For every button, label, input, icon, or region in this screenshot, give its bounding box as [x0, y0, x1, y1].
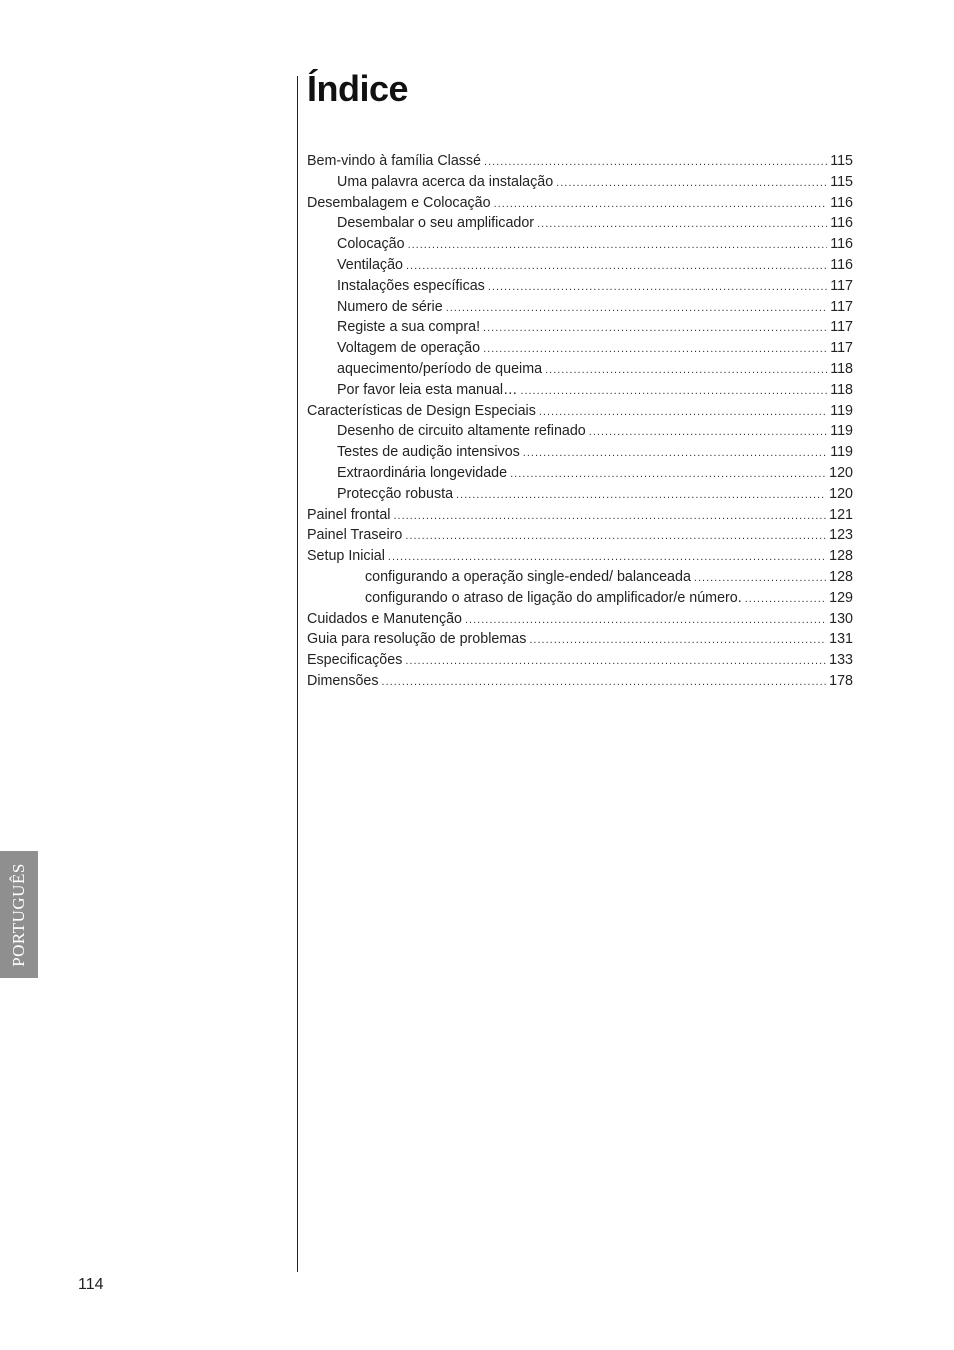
page-title: Índice: [307, 68, 409, 109]
toc-entry-label: Registe a sua compra!: [337, 319, 481, 336]
language-tab-label: PORTUGUÊS: [9, 862, 28, 967]
toc-entry-label: Desembalagem e Colocação: [307, 194, 491, 211]
toc-entry[interactable]: [307, 671, 853, 692]
toc-entry[interactable]: [307, 193, 853, 214]
toc-entry[interactable]: [307, 338, 853, 359]
page-number: 114: [78, 1276, 104, 1293]
toc-dot-leader: [488, 277, 827, 298]
toc-entry-label: Testes de audição intensivos: [337, 444, 520, 461]
vertical-divider: [297, 76, 298, 1272]
toc-entry-label: Instalações específicas: [337, 277, 485, 294]
toc-entry-page: 119: [830, 423, 853, 440]
toc-dot-leader: [446, 298, 828, 319]
toc-entry-label: Numero de série: [337, 298, 443, 315]
toc-entry-page: 119: [830, 444, 853, 461]
toc-dot-leader: [520, 381, 827, 402]
toc-dot-leader: [589, 422, 827, 443]
toc-entry[interactable]: [307, 505, 853, 526]
toc-dot-leader: [405, 651, 826, 672]
toc-entry-page: 116: [830, 236, 853, 253]
toc-entry-label: configurando a operação single-ended/ balanceada: [365, 568, 691, 585]
toc-entry-label: Por favor leia esta manual…: [337, 381, 518, 398]
toc-entry-label: Setup Inicial: [307, 548, 385, 565]
toc-dot-leader: [510, 464, 826, 485]
toc-entry-page: 131: [829, 631, 853, 648]
toc-entry-page: 120: [829, 464, 853, 481]
toc-entry[interactable]: [307, 546, 853, 567]
toc-entry-page: 116: [830, 194, 853, 211]
toc-entry-label: aquecimento/período de queima: [337, 360, 543, 377]
toc-entry-page: 120: [829, 485, 853, 502]
toc-entry[interactable]: [307, 213, 853, 234]
toc-entry[interactable]: [307, 255, 853, 276]
toc-entry[interactable]: [307, 588, 853, 609]
toc-dot-leader: [483, 339, 827, 360]
toc-dot-leader: [484, 152, 827, 173]
toc-entry-page: 129: [829, 589, 853, 606]
toc-dot-leader: [529, 630, 826, 651]
toc-entry[interactable]: [307, 172, 853, 193]
toc-entry[interactable]: [307, 317, 853, 338]
toc-entry-page: 119: [830, 402, 853, 419]
toc-entry[interactable]: [307, 609, 853, 630]
toc-dot-leader: [465, 610, 826, 631]
toc-entry[interactable]: [307, 297, 853, 318]
toc-entry-page: 118: [830, 381, 853, 398]
toc-entry[interactable]: [307, 234, 853, 255]
toc-entry[interactable]: [307, 442, 853, 463]
toc-entry-page: 128: [829, 548, 853, 565]
toc-entry-label: Uma palavra acerca da instalação: [337, 173, 554, 190]
toc-entry-label: Características de Design Especiais: [307, 402, 536, 419]
toc-dot-leader: [539, 402, 827, 423]
toc-entry-page: 115: [830, 173, 853, 190]
toc-entry-page: 130: [829, 610, 853, 627]
language-tab: [0, 851, 38, 978]
toc-dot-leader: [745, 589, 826, 610]
toc-entry-label: Voltagem de operação: [337, 340, 481, 357]
toc-entry[interactable]: [307, 650, 853, 671]
toc-dot-leader: [537, 214, 827, 235]
toc-entry-label: Especificações: [307, 652, 403, 669]
table-of-contents: [307, 151, 853, 692]
toc-entry-label: configurando o atraso de ligação do amplificador/e número.: [365, 589, 742, 606]
toc-dot-leader: [483, 318, 827, 339]
toc-dot-leader: [405, 526, 826, 547]
toc-entry-label: Dimensões: [307, 672, 379, 689]
toc-entry[interactable]: [307, 629, 853, 650]
toc-entry-label: Desembalar o seu amplificador: [337, 215, 535, 232]
toc-entry-page: 117: [830, 319, 853, 336]
toc-entry[interactable]: [307, 401, 853, 422]
toc-dot-leader: [556, 173, 827, 194]
toc-entry[interactable]: [307, 151, 853, 172]
toc-entry-label: Guia para resolução de problemas: [307, 631, 527, 648]
toc-dot-leader: [694, 568, 826, 589]
toc-entry[interactable]: [307, 463, 853, 484]
toc-entry-label: Bem-vindo à família Classé: [307, 153, 482, 169]
toc-entry-page: 117: [830, 340, 853, 357]
toc-entry-label: Protecção robusta: [337, 485, 454, 502]
toc-entry[interactable]: [307, 421, 853, 442]
toc-dot-leader: [382, 672, 827, 693]
toc-dot-leader: [523, 443, 827, 464]
toc-entry-label: Painel frontal: [307, 506, 391, 523]
toc-entry-label: Desenho de circuito altamente refinado: [337, 423, 586, 440]
toc-entry-page: 117: [830, 298, 853, 315]
toc-dot-leader: [408, 235, 828, 256]
toc-dot-leader: [494, 194, 828, 215]
toc-entry[interactable]: [307, 276, 853, 297]
toc-entry[interactable]: [307, 359, 853, 380]
toc-dot-leader: [388, 547, 826, 568]
toc-entry-page: 117: [830, 277, 853, 294]
toc-dot-leader: [456, 485, 826, 506]
toc-dot-leader: [545, 360, 827, 381]
toc-entry[interactable]: [307, 484, 853, 505]
toc-entry-label: Cuidados e Manutenção: [307, 610, 462, 627]
toc-entry-page: 116: [830, 215, 853, 232]
toc-dot-leader: [393, 506, 826, 527]
toc-entry-page: 116: [830, 256, 853, 273]
toc-dot-leader: [406, 256, 827, 277]
toc-entry-page: 118: [830, 360, 853, 377]
toc-entry-label: Colocação: [337, 236, 405, 253]
toc-entry-label: Ventilação: [337, 256, 403, 273]
toc-entry[interactable]: [307, 380, 853, 401]
toc-entry-page: 133: [829, 652, 853, 669]
toc-entry-page: 115: [830, 153, 853, 169]
toc-entry[interactable]: [307, 525, 853, 546]
toc-entry-page: 123: [829, 527, 853, 544]
toc-entry-label: Extraordinária longevidade: [337, 464, 508, 481]
toc-entry-page: 121: [829, 506, 853, 523]
toc-entry-page: 128: [829, 568, 853, 585]
toc-entry-page: 178: [829, 672, 853, 689]
toc-entry[interactable]: [307, 567, 853, 588]
toc-entry-label: Painel Traseiro: [307, 527, 403, 544]
